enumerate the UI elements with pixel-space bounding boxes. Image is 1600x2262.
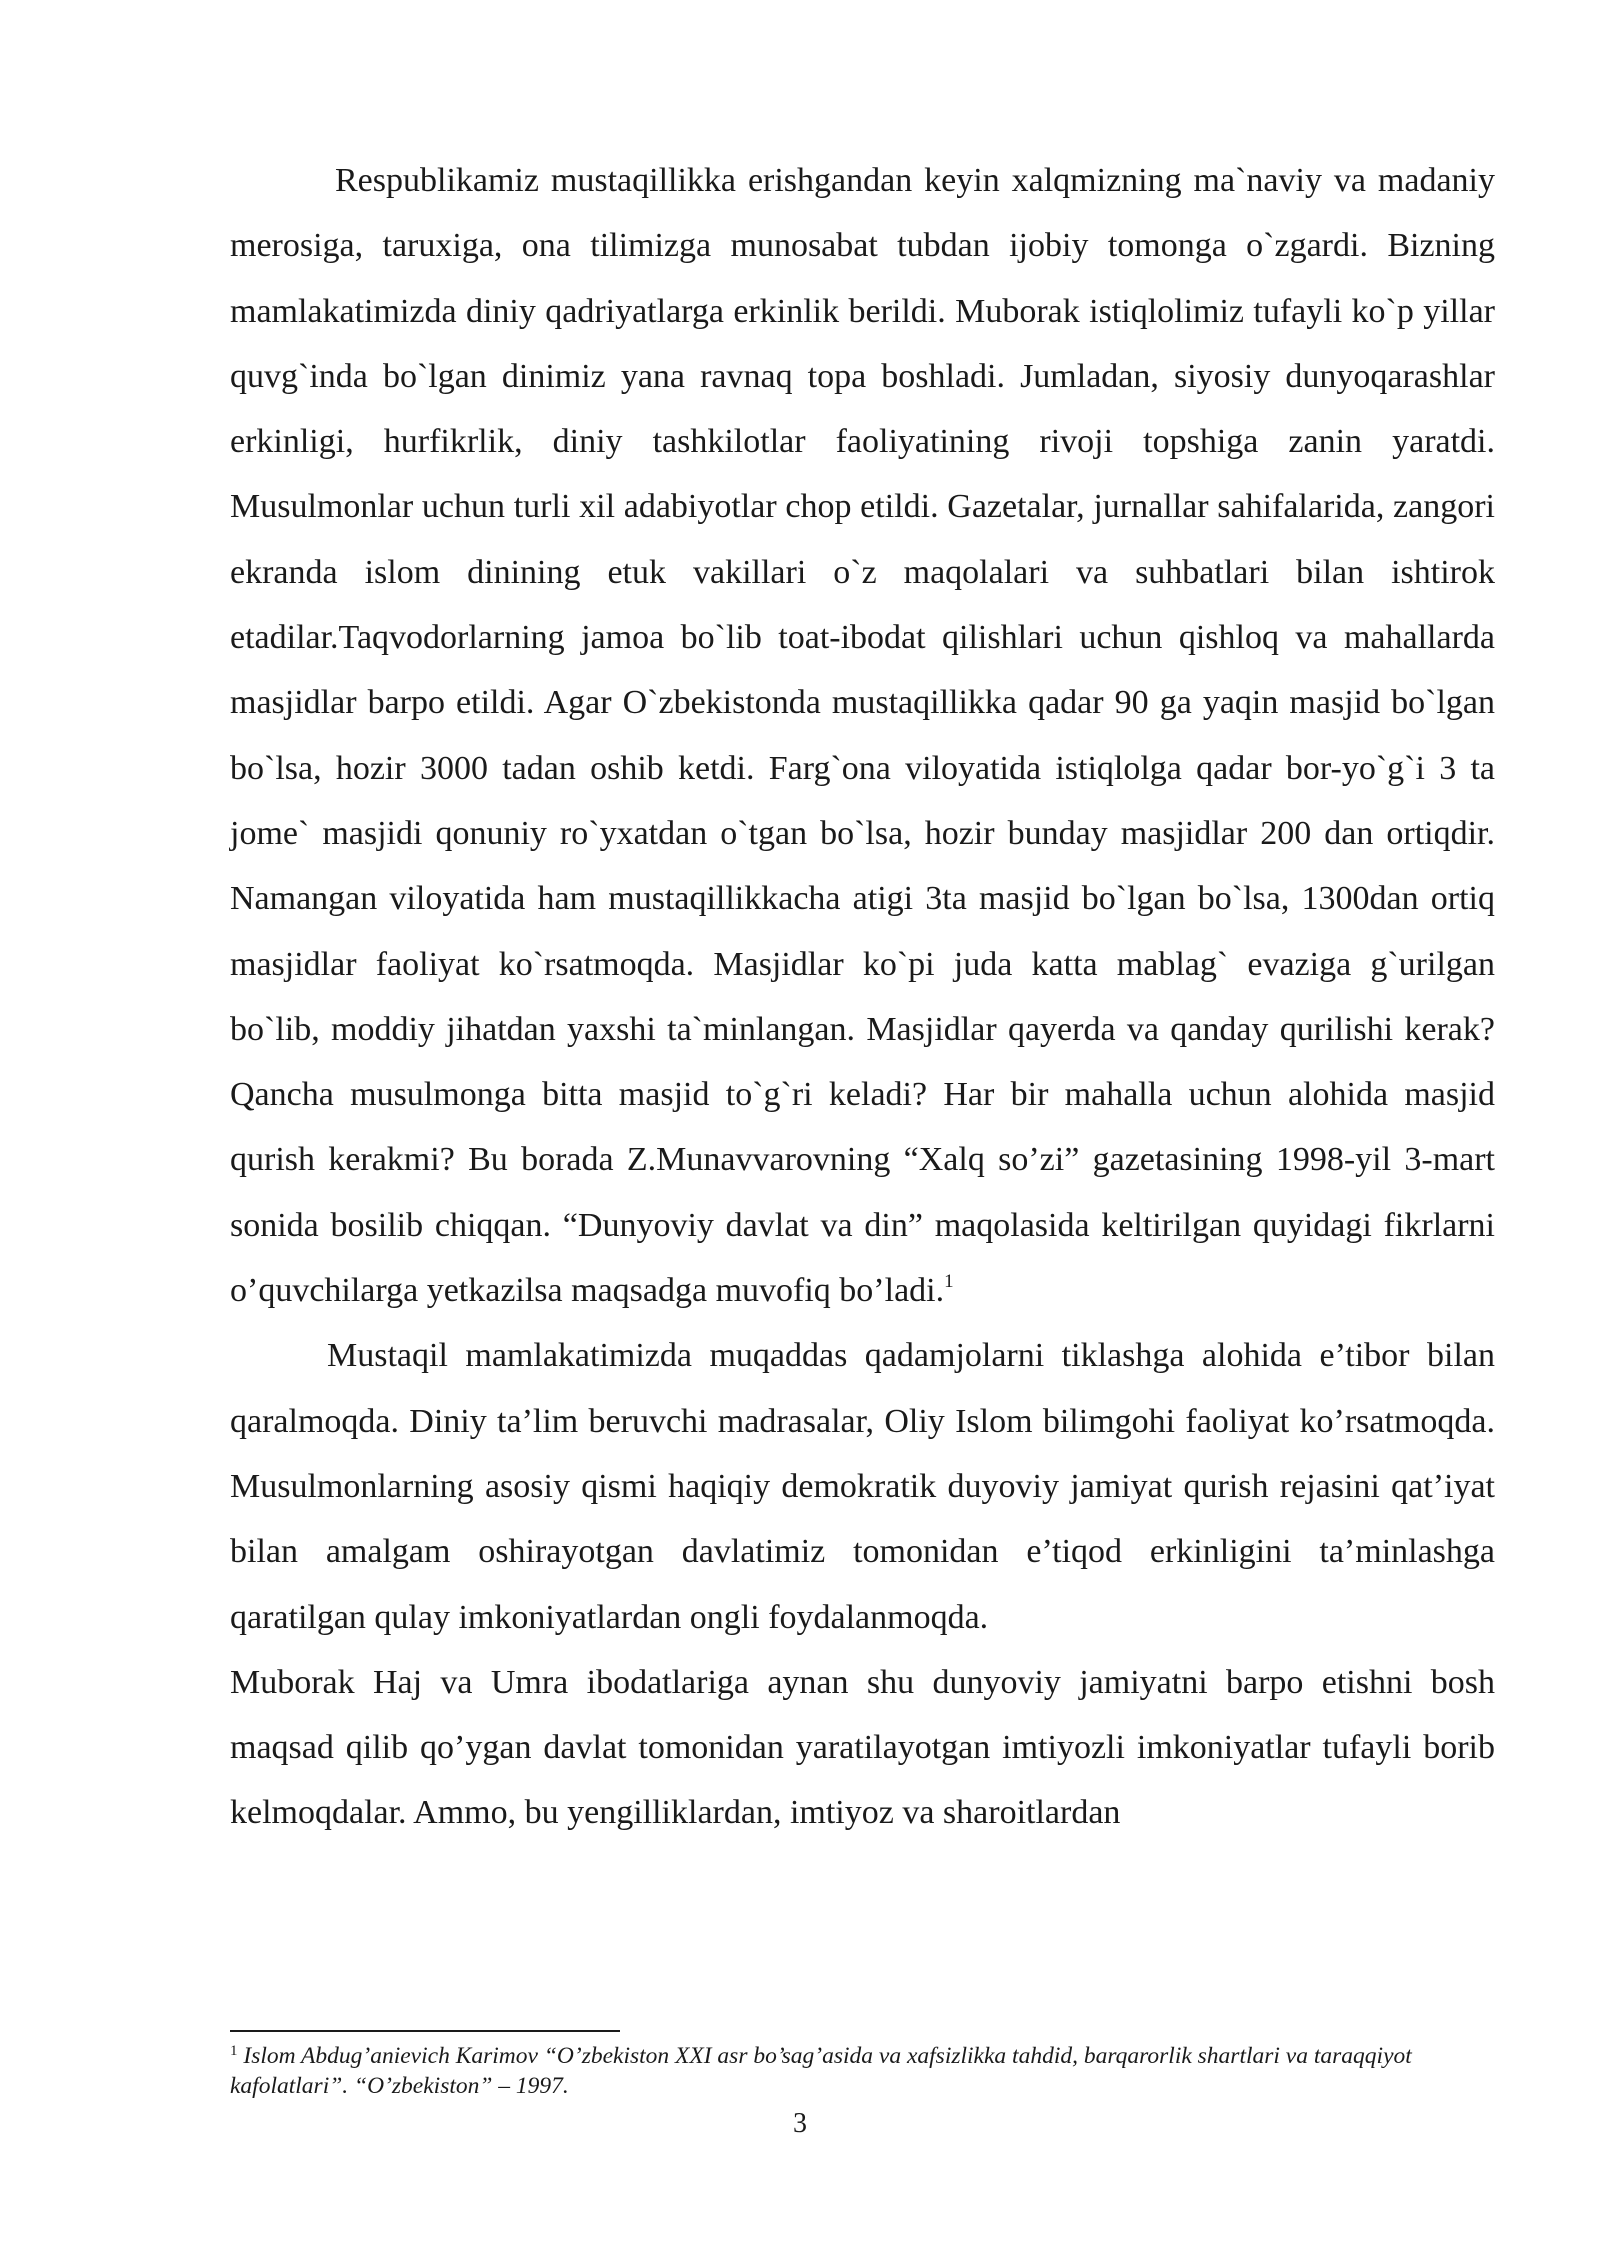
footnote-separator bbox=[230, 2030, 620, 2032]
footnote-text: Islom Abdug’anievich Karimov “O’zbekiston XXI asr bo’sag’asida va xafsizlikka tahdid, barqarorlik shartlari va taraqqiyot kafolatlari”. “O’zbekiston” – 1997. bbox=[230, 2043, 1412, 2099]
footnote-number: 1 bbox=[230, 2043, 238, 2059]
paragraph-1-text: Respublikamiz mustaqillikka erishgandan keyin xalqmizning ma`naviy va madaniy merosiga, taruxiga, ona tilimizga munosabat tubdan ijobiy tomonga o`zgardi. Bizning mamlakatimizda diniy qadriyatlarga erkinlik berildi. Muborak istiqlolimiz tufayli ko`p yillar quvg`inda bo`lgan dinimiz yana ravnaq topa boshladi. Jumladan, siyosiy dunyoqarashlar erkinligi, hurfikrlik, diniy tashkilotlar faoliyatining rivoji topshiga zanin yaratdi. Musulmonlar uchun turli xil adabiyotlar chop etildi. Gazetalar, jurnallar sahifalarida, zangori ekranda islom dinining etuk vakillari o`z maqolalari va suhbatlari bilan ishtirok etadilar.Taqvodorlarning jamoa bo`lib toat-ibodat qilishlari uchun qishloq va mahallarda masjidlar barpo etildi. Agar O`zbekistonda mustaqillikka qadar 90 ga yaqin masjid bo`lgan bo`lsa, hozir 3000 tadan oshib ketdi. Farg`ona viloyatida istiqlolga qadar bor-yo`g`i 3 ta jome` masjidi qonuniy ro`yxatdan o`tgan bo`lsa, hozir bunday masjidlar 200 dan ortiqdir. Namangan viloyatida ham mustaqillikkacha atigi 3ta masjid bo`lgan bo`lsa, 1300dan ortiq masjidlar faoliyat ko`rsatmoqda. Masjidlar ko`pi juda katta mablag` evaziga g`urilgan bo`lib, moddiy jihatdan yaxshi ta`minlangan. Masjidlar qayerda va qanday qurilishi kerak? Qancha musulmonga bitta masjid to`g`ri keladi? Har bir mahalla uchun alohida masjid qurish kerakmi? Bu borada Z.Munavvarovning “Xalq so’zi” gazetasining 1998-yil 3-mart sonida bosilib chiqqan. “Dunyoviy davlat va din” maqolasida keltirilgan quyidagi fikrlarni o’quvchilarga yetkazilsa maqsadga muvofiq bo’ladi. bbox=[230, 162, 1495, 1310]
paragraph-3 bbox=[230, 1650, 1495, 1846]
paragraph-3-text: Muborak Haj va Umra ibodatlariga aynan shu dunyoviy jamiyatni barpo etishni bosh maqsad qilib qo’ygan davlat tomonidan yaratilayotgan imtiyozli imkoniyatlar tufayli borib kelmoqdalar. Ammo, bu yengilliklardan, imtiyoz va sharoitlardan bbox=[230, 1663, 1495, 1832]
paragraph-1 bbox=[230, 148, 1495, 1323]
footnote bbox=[230, 2041, 1495, 2101]
body-text bbox=[230, 148, 1495, 1846]
footnote-reference[interactable]: 1 bbox=[944, 1271, 954, 1293]
paragraph-2-text: Mustaqil mamlakatimizda muqaddas qadamjolarni tiklashga alohida e’tibor bilan qaralmoqda. Diniy ta’lim beruvchi madrasalar, Oliy Islom bilimgohi faoliyat ko’rsatmoqda. Musulmonlarning asosiy qismi haqiqiy demokratik duyoviy jamiyat qurish rejasini qat’iyat bilan amalgam oshirayotgan davlatimiz tomonidan e’tiqod erkinligini ta’minlashga qaratilgan qulay imkoniyatlardan ongli foydalanmoqda. bbox=[230, 1337, 1495, 1636]
paragraph-2 bbox=[230, 1323, 1495, 1649]
page-number: 3 bbox=[793, 2108, 807, 2139]
